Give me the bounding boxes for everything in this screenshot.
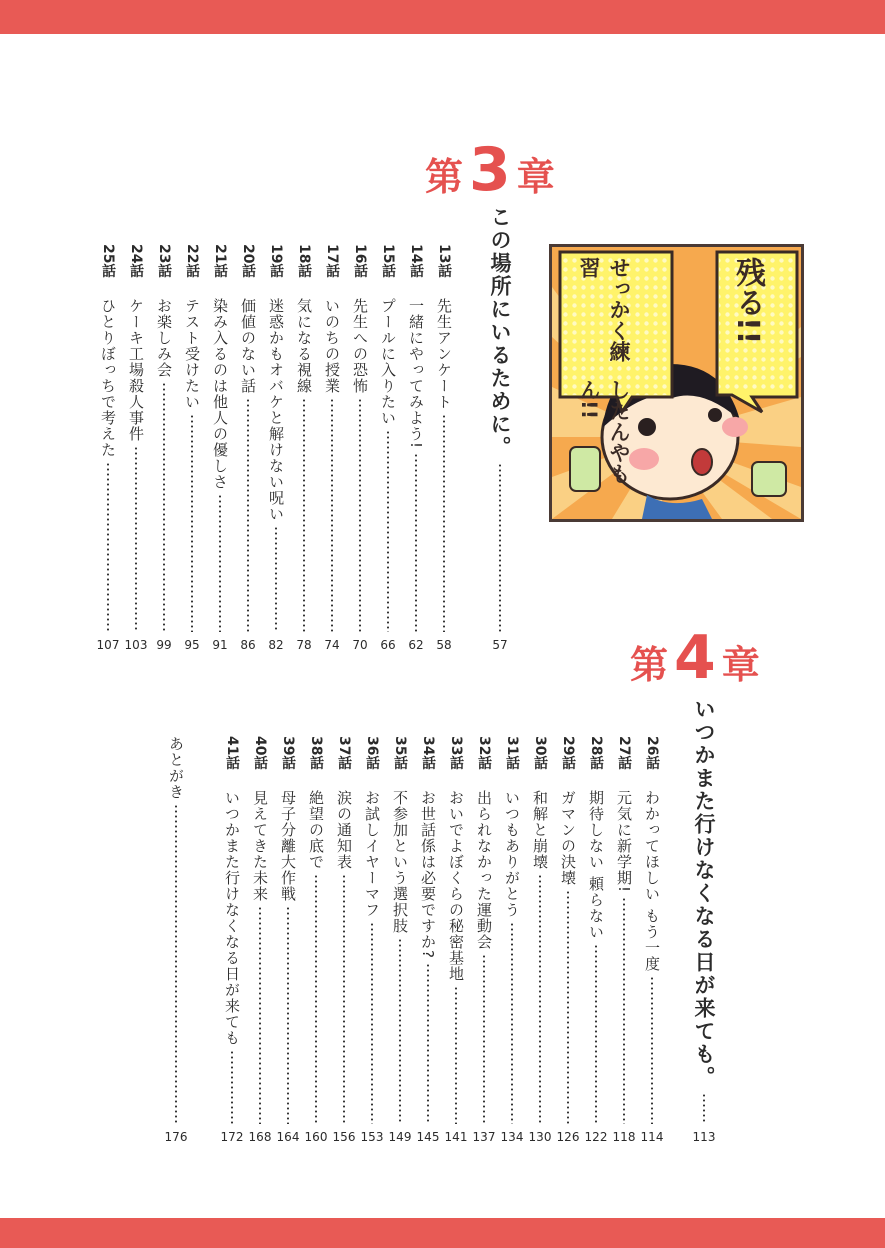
page-number: 149: [388, 1130, 412, 1144]
page-number: 145: [416, 1130, 440, 1144]
page-number: 82: [268, 638, 284, 652]
episode-number: 34話: [420, 736, 436, 770]
episode-title: 気になる視線: [295, 298, 313, 394]
page-number: 74: [324, 638, 340, 652]
chapter-title-text: この場所にいるために。: [488, 206, 512, 459]
leader-dots: [303, 398, 305, 632]
episode-title: お世話係は必要ですか?: [419, 790, 437, 959]
chapter-number: 3: [469, 135, 511, 205]
episode-title: 先生への恐怖: [351, 298, 369, 394]
leader-dots: [567, 890, 569, 1124]
page-number: 114: [640, 1130, 664, 1144]
leader-dots: [219, 494, 221, 632]
episode-number: 37話: [336, 736, 352, 770]
toc-entry[interactable]: [387, 736, 413, 1144]
episode-number: 14話: [408, 244, 424, 278]
page-number: 66: [380, 638, 396, 652]
episode-title: 見えてきた未来: [251, 790, 269, 902]
leader-dots: [371, 922, 373, 1124]
toc-entry[interactable]: [219, 736, 245, 1144]
episode-number: 38話: [308, 736, 324, 770]
leader-dots: [703, 1093, 705, 1124]
page-number: 99: [156, 638, 172, 652]
episode-title: テスト受けたい: [183, 298, 201, 410]
episode-title: 和解と崩壊: [531, 790, 549, 870]
toc-entry[interactable]: [95, 244, 121, 652]
leader-dots: [343, 874, 345, 1124]
page-number: 95: [184, 638, 200, 652]
leader-dots: [595, 944, 597, 1124]
toc-entry[interactable]: [151, 244, 177, 652]
leader-dots: [107, 462, 109, 632]
episode-title: 先生アンケート: [435, 298, 453, 410]
episode-title: 出られなかった運動会: [475, 790, 493, 950]
toc-entry[interactable]: [235, 244, 261, 652]
episode-number: 25話: [100, 244, 116, 278]
episode-title: いのちの授業: [323, 298, 341, 394]
speech-bubble-main: [730, 257, 764, 344]
toc-entry[interactable]: [611, 736, 637, 1144]
toc-entry[interactable]: [583, 736, 609, 1144]
chapter-prefix: 第: [630, 643, 669, 687]
episode-number: 27話: [616, 736, 632, 770]
leader-dots: [499, 463, 501, 632]
toc-entry[interactable]: [403, 244, 429, 652]
episode-number: 16話: [352, 244, 368, 278]
chapter-3-heading: [425, 135, 555, 205]
toc-entry-afterword[interactable]: [163, 736, 189, 1144]
episode-number: 24話: [128, 244, 144, 278]
episode-title: おいでよぼくらの秘密基地: [447, 790, 465, 982]
episode-title: お楽しみ会: [155, 298, 173, 378]
chapter-suffix: 章: [721, 643, 760, 687]
toc-entry[interactable]: [263, 244, 289, 652]
toc-entry[interactable]: [555, 736, 581, 1144]
leader-dots: [415, 453, 417, 632]
episode-number: 22話: [184, 244, 200, 278]
leader-dots: [455, 986, 457, 1124]
page-number: 62: [408, 638, 424, 652]
episode-number: 21話: [212, 244, 228, 278]
episode-number: 19話: [268, 244, 284, 278]
leader-dots: [315, 874, 317, 1124]
episode-number: 30話: [532, 736, 548, 770]
page-number: 141: [444, 1130, 468, 1144]
chapter-suffix: 章: [516, 155, 555, 199]
leader-dots: [399, 938, 401, 1124]
episode-number: 39話: [280, 736, 296, 770]
page-number: 164: [276, 1130, 300, 1144]
chapter-4-heading: [630, 623, 760, 693]
episode-title: ひとりぼっちで考えた: [99, 298, 117, 458]
toc-entry[interactable]: [639, 736, 665, 1144]
page-number: 172: [220, 1130, 244, 1144]
toc-entry[interactable]: [415, 736, 441, 1144]
speech-bubble-sub: [574, 257, 634, 519]
leader-dots: [275, 526, 277, 632]
episode-title: 価値のない話: [239, 298, 257, 394]
leader-dots: [247, 398, 249, 632]
toc-entry[interactable]: [331, 736, 357, 1144]
afterword-title: あとがき: [167, 736, 185, 800]
bubble-main-text: 残る!!: [730, 257, 765, 345]
chapter-number: 4: [674, 623, 716, 693]
episode-title: ガマンの決壊: [559, 790, 577, 886]
toc-entry[interactable]: [303, 736, 329, 1144]
episode-number: 26話: [644, 736, 660, 770]
toc-entry[interactable]: [179, 244, 205, 652]
page-number: 91: [212, 638, 228, 652]
toc-entry[interactable]: [123, 244, 149, 652]
page-number: 122: [584, 1130, 608, 1144]
leader-dots: [331, 398, 333, 632]
toc-entry[interactable]: [375, 244, 401, 652]
episode-title: 迷惑かもオバケと解けない呪い: [267, 298, 285, 522]
page-number: 107: [96, 638, 120, 652]
leader-dots: [175, 804, 177, 1124]
chapter-3-title[interactable]: [487, 206, 513, 652]
episode-title: お試しイヤーマフ: [363, 790, 381, 918]
page-number: 78: [296, 638, 312, 652]
page-number: 113: [692, 1130, 716, 1144]
toc-entry[interactable]: [207, 244, 233, 652]
page-number: 70: [352, 638, 368, 652]
page-number: 156: [332, 1130, 356, 1144]
episode-number: 17話: [324, 244, 340, 278]
leader-dots: [651, 976, 653, 1124]
leader-dots: [259, 906, 261, 1124]
episode-number: 20話: [240, 244, 256, 278]
page-number: 130: [528, 1130, 552, 1144]
episode-title: いつもありがとう: [503, 790, 521, 918]
bottom-band: [0, 1218, 885, 1248]
leader-dots: [387, 430, 389, 632]
leader-dots: [231, 1050, 233, 1124]
episode-title: 期待しない 頼らない: [587, 790, 605, 940]
episode-title: 不参加という選択肢: [391, 790, 409, 934]
leader-dots: [443, 414, 445, 632]
episode-title: 母子分離大作戦: [279, 790, 297, 902]
episode-number: 33話: [448, 736, 464, 770]
page-number: 134: [500, 1130, 524, 1144]
leader-dots: [287, 906, 289, 1124]
episode-title: 一緒にやってみよう!: [407, 298, 425, 450]
page-number: 58: [436, 638, 452, 652]
toc-entry[interactable]: [247, 736, 273, 1144]
chapter-4-title[interactable]: [691, 698, 717, 1144]
leader-dots: [191, 414, 193, 632]
page-number: 57: [492, 638, 508, 652]
bubble-sub-line-1: せっかく練習: [577, 257, 631, 362]
toc-entry[interactable]: [347, 244, 373, 652]
top-band: [0, 0, 885, 34]
leader-dots: [135, 446, 137, 632]
leader-dots: [483, 954, 485, 1124]
episode-title: ケーキ工場殺人事件: [127, 298, 145, 442]
page-number: 126: [556, 1130, 580, 1144]
episode-number: 31話: [504, 736, 520, 770]
toc-entry[interactable]: [275, 736, 301, 1144]
leader-dots: [163, 382, 165, 632]
episode-title: 絶望の底で: [307, 790, 325, 870]
toc-entry[interactable]: [443, 736, 469, 1144]
episode-number: 32話: [476, 736, 492, 770]
toc-entry[interactable]: [291, 244, 317, 652]
toc-entry[interactable]: [499, 736, 525, 1144]
episode-number: 13話: [436, 244, 452, 278]
episode-title: いつかまた行けなくなる日が来ても: [223, 790, 241, 1046]
episode-number: 40話: [252, 736, 268, 770]
episode-number: 29話: [560, 736, 576, 770]
episode-number: 36話: [364, 736, 380, 770]
episode-number: 23話: [156, 244, 172, 278]
toc-entry[interactable]: [431, 244, 457, 652]
episode-number: 35話: [392, 736, 408, 770]
leader-dots: [623, 897, 625, 1124]
episode-title: 染み入るのは他人の優しさ: [211, 298, 229, 490]
episode-title: わかってほしい もう一度: [643, 790, 661, 972]
chapter-prefix: 第: [425, 155, 464, 199]
page-number: 137: [472, 1130, 496, 1144]
toc-entry[interactable]: [319, 244, 345, 652]
page-number: 176: [164, 1130, 188, 1144]
episode-number: 15話: [380, 244, 396, 278]
page-number: 168: [248, 1130, 272, 1144]
leader-dots: [427, 963, 429, 1124]
toc-entry[interactable]: [527, 736, 553, 1144]
toc-entry[interactable]: [359, 736, 385, 1144]
episode-title: プールに入りたい: [379, 298, 397, 426]
leader-dots: [511, 922, 513, 1124]
leader-dots: [359, 398, 361, 632]
episode-title: 涙の通知表: [335, 790, 353, 870]
episode-title: 元気に新学期!: [615, 790, 633, 894]
page-number: 118: [612, 1130, 636, 1144]
bubble-sub-line-2: したんやもん!!: [577, 378, 631, 484]
chapter-title-text: いつかまた行けなくなる日が来ても。: [692, 698, 716, 1089]
page-number: 103: [124, 638, 148, 652]
page-number: 153: [360, 1130, 384, 1144]
toc-entry[interactable]: [471, 736, 497, 1144]
page-number: 86: [240, 638, 256, 652]
episode-number: 41話: [224, 736, 240, 770]
page-number: 160: [304, 1130, 328, 1144]
episode-number: 18話: [296, 244, 312, 278]
manga-panel-illustration: [549, 244, 804, 522]
leader-dots: [539, 874, 541, 1124]
episode-number: 28話: [588, 736, 604, 770]
